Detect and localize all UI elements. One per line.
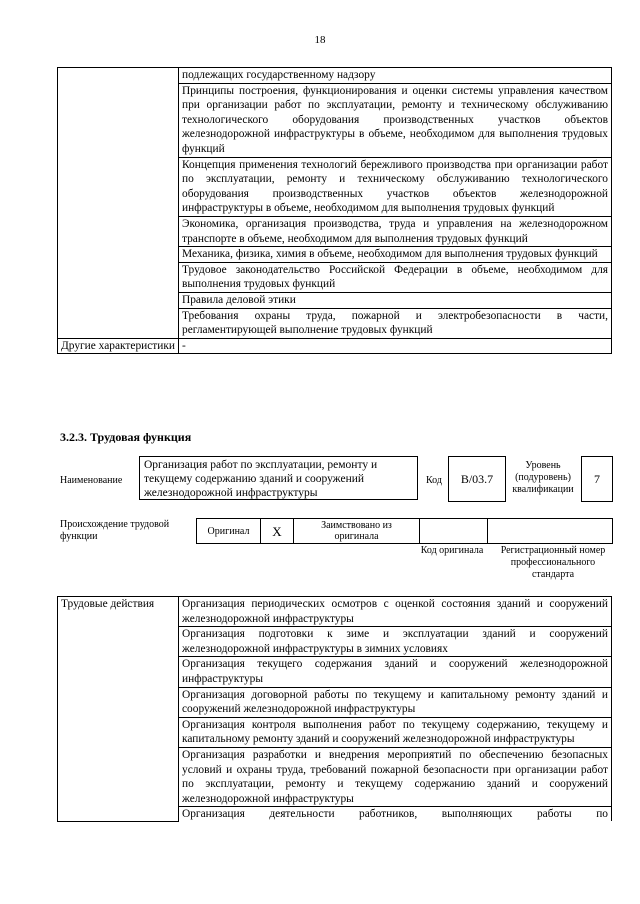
qualification-level-box: 7 (581, 456, 613, 502)
labor-actions-table (57, 596, 612, 822)
table-row (58, 338, 612, 354)
labor-action: Организация договорной работы по текущему и капитальному ремонту зданий и сооружений железнодорожной инфраструктуры (179, 687, 612, 717)
registration-number-caption: Регистрационный номер профессионального стандарта (500, 545, 606, 580)
knowledge-item: Трудовое законодательство Российской Федерации в объеме, необходимом для выполнения трудовых функций (179, 262, 612, 292)
labor-action: Организация разработки и внедрения мероприятий по обеспечению безопасных условий и охраны труда, требований пожарной безопасности при организации работ по эксплуатации, ремонту и текущему содержанию зданий и сооружений железнодорожной инфраструктуры (179, 747, 612, 806)
name-label: Наименование (60, 475, 123, 486)
knowledge-table (57, 67, 612, 354)
labor-action-partial-text: Организация деятельности работников, выполняющих работы по (182, 808, 608, 821)
code-label: Код (426, 475, 442, 486)
borrowed-cell: Заимствовано из оригинала (294, 519, 420, 543)
other-characteristics-label: Другие характеристики (58, 338, 179, 354)
knowledge-item: Механика, физика, химия в объеме, необходимом для выполнения трудовых функций (179, 247, 612, 263)
original-code-cell (420, 519, 488, 543)
level-label: Уровень (подуровень) квалификации (512, 460, 574, 495)
registration-number-cell (488, 519, 612, 543)
section-title: 3.2.3. Трудовая функция (60, 430, 192, 444)
table-row (58, 597, 612, 627)
other-characteristics-value: - (179, 338, 612, 354)
function-name-box: Организация работ по эксплуатации, ремонту и текущему содержанию зданий и сооружений железнодорожной инфраструктуры (139, 456, 418, 500)
knowledge-item: Концепция применения технологий бережливого производства при организации работ по эксплуатации, ремонту и техническому обслуживанию технологического оборудования производственных участков объектов железнодорожной инфраструктуры в объеме, необходимом для выполнения трудовых функций (179, 157, 612, 216)
knowledge-label-cell (58, 68, 179, 339)
knowledge-item: Правила деловой этики (179, 292, 612, 308)
labor-action: Организация текущего содержания зданий и сооружений железнодорожной инфраструктуры (179, 657, 612, 687)
original-code-caption: Код оригинала (420, 545, 484, 556)
function-code-box: B/03.7 (448, 456, 506, 502)
knowledge-item: Требования охраны труда, пожарной и электробезопасности в части, регламентирующей выполнение трудовых функций (179, 308, 612, 338)
origin-label: Происхождение трудовой функции (60, 519, 170, 542)
labor-actions-label: Трудовые действия (58, 597, 179, 822)
knowledge-item: подлежащих государственному надзору (179, 68, 612, 84)
knowledge-item: Экономика, организация производства, труда и управления на железнодорожном транспорте в объеме, необходимом для выполнения трудовых функций (179, 216, 612, 246)
table-row (58, 68, 612, 84)
original-cell: Оригинал (197, 519, 261, 543)
labor-action: Организация периодических осмотров с оценкой состояния зданий и сооружений железнодорожной инфраструктуры (179, 597, 612, 627)
origin-row (196, 518, 613, 544)
labor-action: Организация контроля выполнения работ по текущему содержанию, текущему и капитальному ремонту зданий и сооружений железнодорожной инфраструктуры (179, 717, 612, 747)
knowledge-item: Принципы построения, функционирования и оценки системы управления качеством при организации работ по эксплуатации, ремонту и техническому обслуживанию технологического оборудования производственных участков объектов железнодорожной инфраструктуры в объеме, необходимом для выполнения трудовых функций (179, 83, 612, 157)
original-mark: X (261, 519, 294, 543)
labor-action-partial (179, 807, 612, 822)
labor-action: Организация подготовки к зиме и эксплуатации зданий и сооружений железнодорожной инфраструктуры в зимних условиях (179, 627, 612, 657)
page-number: 18 (314, 34, 326, 46)
